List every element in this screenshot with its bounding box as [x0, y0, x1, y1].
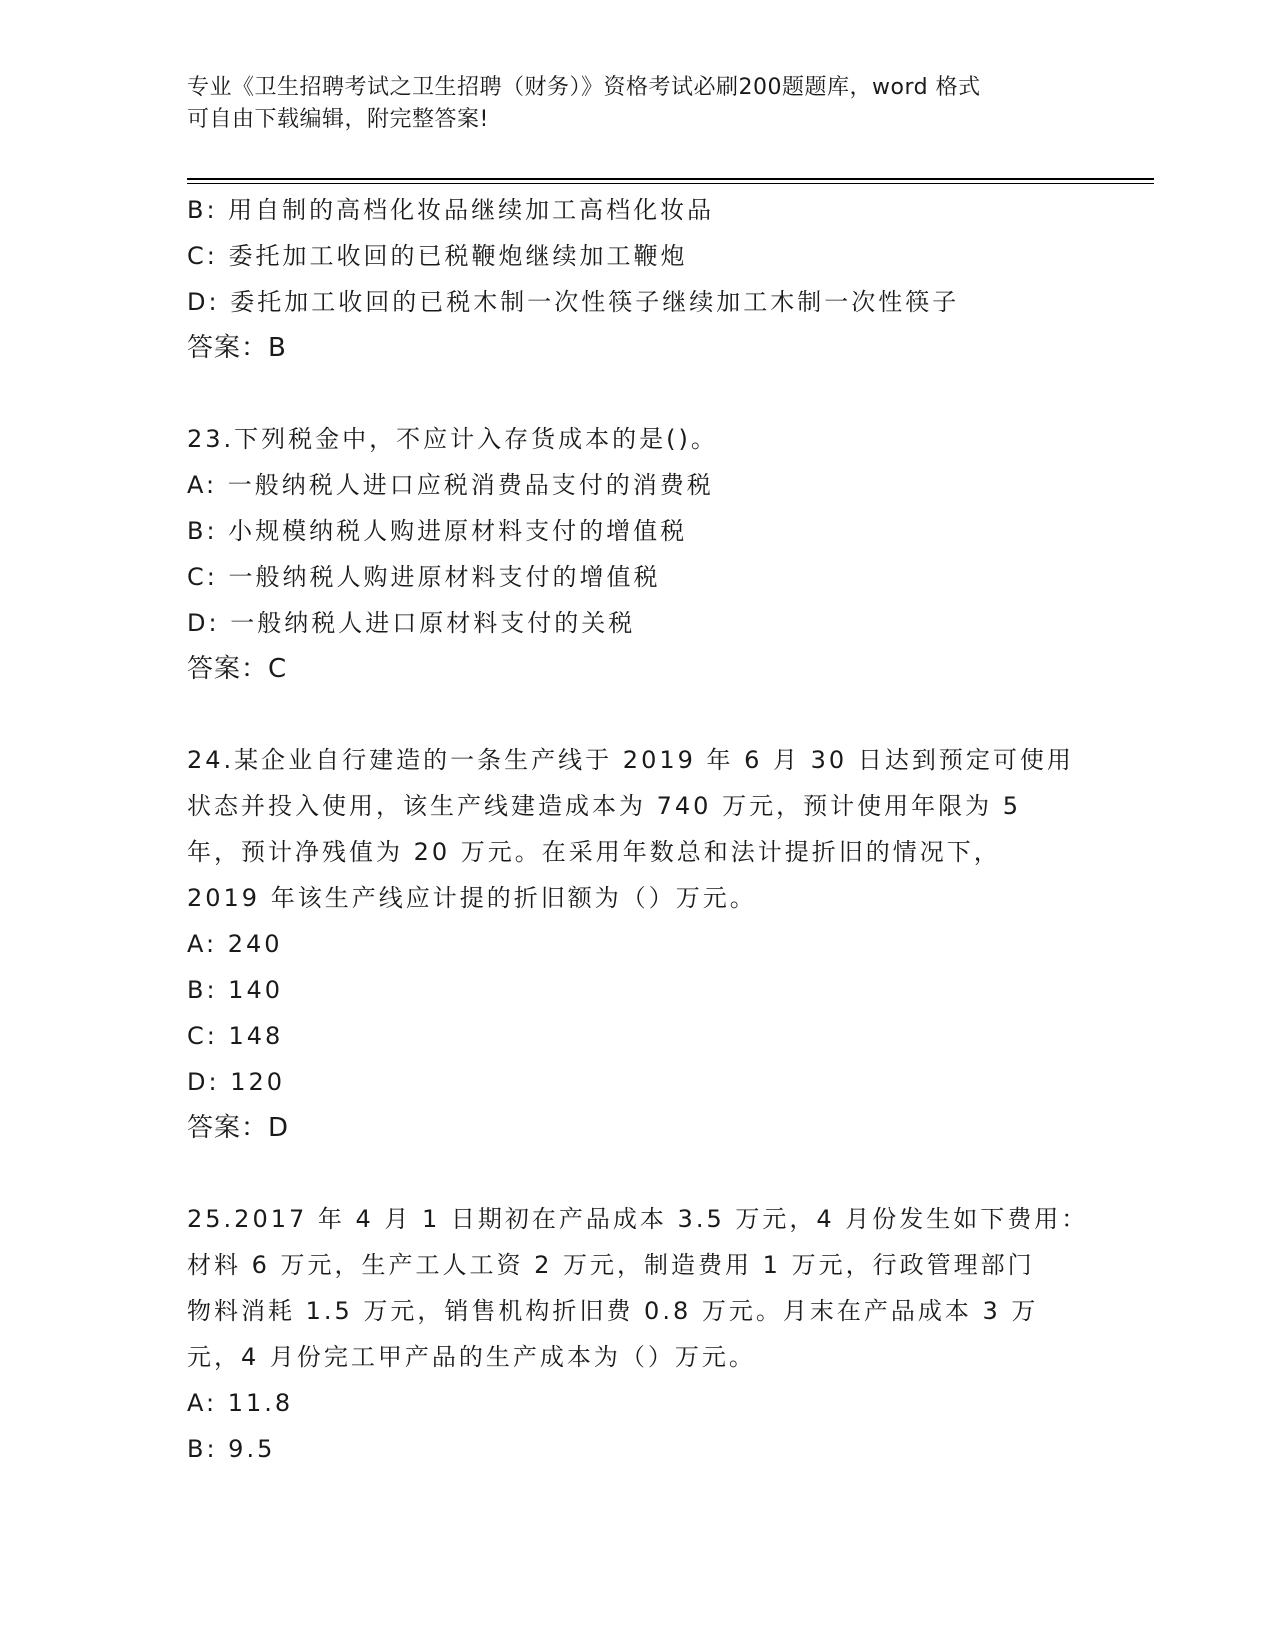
question-stem-line: 状态并投入使用，该生产线建造成本为 740 万元，预计使用年限为 5 [187, 792, 1021, 820]
option-b: B: 140 [187, 976, 283, 1004]
question-24 [187, 737, 1087, 1151]
document-body [187, 187, 1087, 1472]
question-stem-line: 24.某企业自行建造的一条生产线于 2019 年 6 月 30 日达到预定可使用 [187, 746, 1074, 774]
spacer [187, 371, 1087, 416]
header-divider-thin [187, 183, 1154, 184]
header-divider-thick [187, 178, 1154, 180]
option-c: C: 一般纳税人购进原材料支付的增值税 [187, 563, 661, 591]
option-c: C: 148 [187, 1022, 284, 1050]
document-header [187, 72, 1087, 136]
option-d: D: 120 [187, 1068, 286, 1096]
question-stem-line: 物料消耗 1.5 万元，销售机构折旧费 0.8 万元。月末在产品成本 3 万 [187, 1297, 1039, 1325]
option-b: B: 小规模纳税人购进原材料支付的增值税 [187, 517, 688, 545]
spacer [187, 692, 1087, 737]
spacer [187, 1151, 1087, 1196]
question-stem: 23.下列税金中，不应计入存货成本的是()。 [187, 425, 718, 453]
answer: 答案：B [187, 333, 287, 363]
question-stem-line: 2019 年该生产线应计提的折旧额为（）万元。 [187, 884, 757, 912]
option-b: B: 9.5 [187, 1435, 276, 1463]
header-line-2: 可自由下载编辑，附完整答案! [187, 107, 489, 132]
answer: 答案：D [187, 1113, 290, 1143]
option-d: D: 委托加工收回的已税木制一次性筷子继续加工木制一次性筷子 [187, 288, 960, 316]
question-25 [187, 1196, 1087, 1472]
question-stem-line: 年，预计净残值为 20 万元。在采用年数总和法计提折旧的情况下， [187, 838, 1001, 866]
header-line-1: 专业《卫生招聘考试之卫生招聘（财务）》资格考试必刷200题题库，word 格式 [187, 75, 981, 100]
question-22-tail [187, 187, 1087, 371]
answer: 答案：C [187, 654, 288, 684]
question-stem-line: 25.2017 年 4 月 1 日期初在产品成本 3.5 万元，4 月份发生如下费用： [187, 1205, 1089, 1233]
option-a: A: 240 [187, 930, 283, 958]
option-a: A: 一般纳税人进口应税消费品支付的消费税 [187, 471, 714, 499]
question-stem-line: 材料 6 万元，生产工人工资 2 万元，制造费用 1 万元，行政管理部门 [187, 1251, 1035, 1279]
question-stem-line: 元，4 月份完工甲产品的生产成本为（）万元。 [187, 1343, 756, 1371]
option-d: D: 一般纳税人进口原材料支付的关税 [187, 609, 636, 637]
option-c: C: 委托加工收回的已税鞭炮继续加工鞭炮 [187, 242, 688, 270]
option-b: B: 用自制的高档化妆品继续加工高档化妆品 [187, 196, 715, 224]
option-a: A: 11.8 [187, 1389, 294, 1417]
question-23 [187, 416, 1087, 692]
